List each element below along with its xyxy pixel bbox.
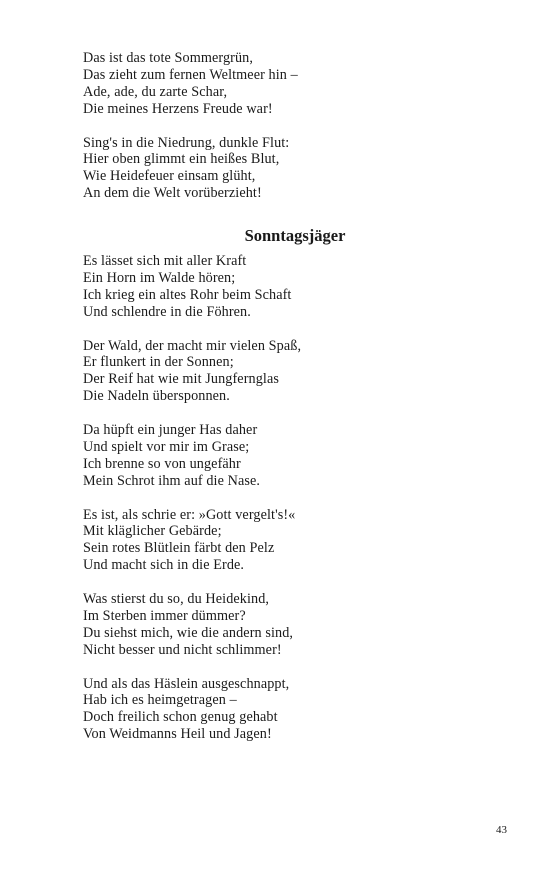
verse-line: Die Nadeln übersponnen. [83,388,230,405]
poem-title: Sonntagsjäger [244,226,346,245]
verse-line: Die meines Herzens Freude war! [83,100,273,117]
stanza [83,676,503,744]
verse-line: Sein rotes Blütlein färbt den Pelz [83,540,275,557]
verse-line: Mein Schrot ihm auf die Nase. [83,472,261,489]
verse-line: Das ist das tote Sommergrün, [83,50,254,66]
verse-line: An dem die Welt vorüberzieht! [83,185,262,202]
verse-line: Da hüpft ein junger Has daher [83,422,258,439]
page-number: 43 [496,824,507,836]
verse-line: Es lässet sich mit aller Kraft [83,253,247,269]
verse-line: Und spielt vor mir im Grase; [83,438,250,455]
verse-line: Es ist, als schrie er: »Gott vergelt's!« [83,506,296,523]
verse-line: Von Weidmanns Heil und Jagen! [83,726,272,743]
verse-line: Hab ich es heimgetragen – [83,692,237,709]
stanza [83,253,503,321]
verse-line: Was stierst du so, du Heidekind, [83,591,270,608]
poem-body [83,253,503,760]
verse-line: Ade, ade, du zarte Schar, [83,83,228,100]
verse-line: Und macht sich in die Erde. [83,557,245,574]
verse-line: Du siehst mich, wie die andern sind, [83,624,294,641]
stanza [83,135,503,203]
verse-line: Wie Heidefeuer einsam glüht, [83,168,256,185]
verse-line: Hier oben glimmt ein heißes Blut, [83,151,280,168]
stanza [83,507,503,575]
verse-line: Das zieht zum fernen Weltmeer hin – [83,66,298,83]
verse-line: Der Wald, der macht mir vielen Spaß, [83,337,302,354]
verse-line: Ich krieg ein altes Rohr beim Schaft [83,286,292,303]
continued-poem [83,50,503,219]
verse-line: Mit kläglicher Gebärde; [83,523,222,540]
verse-line: Ich brenne so von ungefähr [83,455,241,472]
stanza [83,591,503,659]
verse-line: Doch freilich schon genug gehabt [83,709,278,726]
stanza [83,338,503,406]
verse-line: Sing's in die Niedrung, dunkle Flut: [83,134,290,151]
verse-line: Der Reif hat wie mit Jungfernglas [83,371,279,388]
verse-line: Im Sterben immer dümmer? [83,607,246,624]
verse-line: Ein Horn im Walde hören; [83,269,236,286]
stanza [83,50,503,118]
verse-line: Und schlendre in die Föhren. [83,303,251,320]
stanza [83,422,503,490]
verse-line: Er flunkert in der Sonnen; [83,354,234,371]
verse-line: Und als das Häslein ausgeschnappt, [83,675,290,692]
verse-line: Nicht besser und nicht schlimmer! [83,641,282,658]
